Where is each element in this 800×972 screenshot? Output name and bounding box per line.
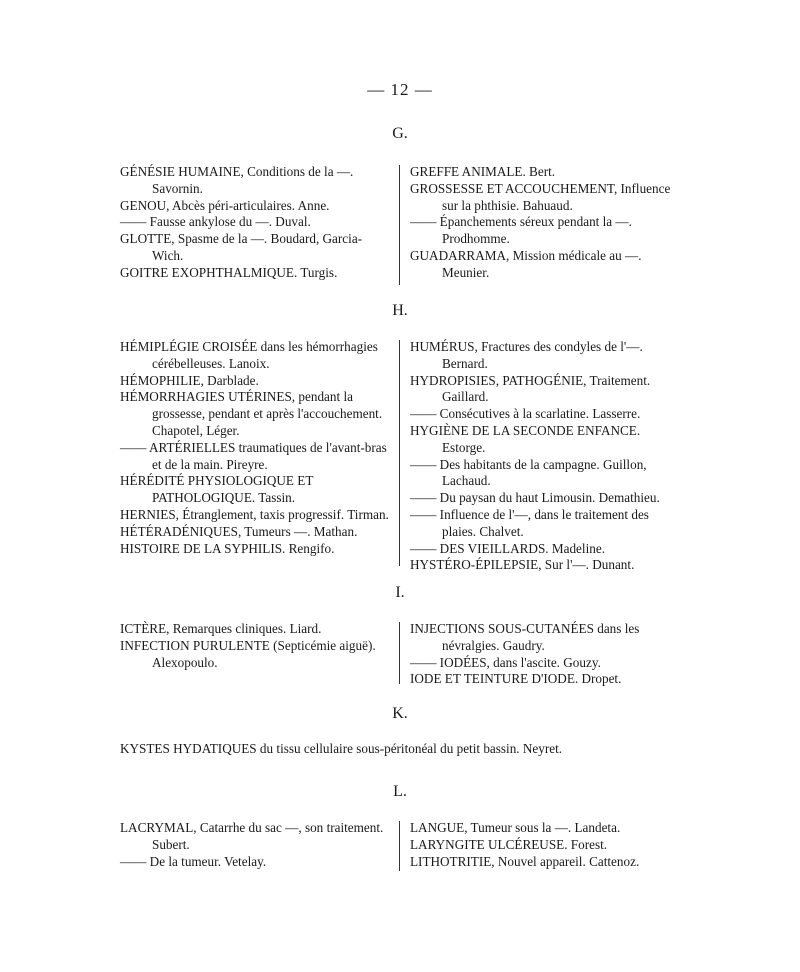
section-letter-g: G. <box>392 125 408 142</box>
index-entry: —— IODÉES, dans l'ascite. Gouzy. <box>410 654 601 670</box>
section-letter-i: I. <box>395 584 405 601</box>
column-divider <box>399 165 400 285</box>
section-g-right-column <box>410 164 685 282</box>
index-entry: KYSTES HYDATIQUES du tissu cellulaire sous-péritonéal du petit bassin. Neyret. <box>120 741 563 756</box>
index-entry: ICTÈRE, Remarques cliniques. Liard. <box>120 621 322 636</box>
index-entry: GREFFE ANIMALE. Bert. <box>410 164 556 179</box>
section-l-right-column <box>410 820 685 870</box>
index-entry: —— Des habitants de la campagne. Guillon, Lachaud. <box>410 456 647 489</box>
index-entry: HÉRÉDITÉ PHYSIOLOGIQUE ET PATHOLOGIQUE. Tassin. <box>120 473 314 506</box>
index-entry: LITHOTRITIE, Nouvel appareil. Cattenoz. <box>410 853 640 869</box>
index-entry: —— Du paysan du haut Limousin. Demathieu. <box>410 490 660 506</box>
index-entry: HYDROPISIES, PATHOGÉNIE, Traitement. Gaillard. <box>410 372 651 405</box>
index-entry: IODE ET TEINTURE D'IODE. Dropet. <box>410 671 622 687</box>
section-i-right-column <box>410 621 685 688</box>
index-entry: GROSSESSE ET ACCOUCHEMENT, Influence sur la phthisie. Bahuaud. <box>410 180 671 213</box>
column-divider <box>399 821 400 871</box>
index-entry: INFECTION PURULENTE (Septicémie aiguë). Alexopoulo. <box>120 637 376 670</box>
index-entry: GOITRE EXOPHTHALMIQUE. Turgis. <box>120 264 338 280</box>
section-h-right-column <box>410 339 685 574</box>
section-l-left-column <box>120 820 390 870</box>
index-entry: HÉMORRHAGIES UTÉRINES, pendant la grossesse, pendant et après l'accouchement. Chapotel, Léger. <box>120 389 383 438</box>
index-entry: —— Influence de l'—, dans le traitement des plaies. Chalvet. <box>410 506 649 539</box>
index-entry: HERNIES, Étranglement, taxis progressif. Tirman. <box>120 506 389 522</box>
index-entry: HYGIÈNE DE LA SECONDE ENFANCE. Estorge. <box>410 422 641 455</box>
index-entry: GÉNÉSIE HUMAINE, Conditions de la —. Savornin. <box>120 164 354 196</box>
index-entry: —— De la tumeur. Vetelay. <box>120 853 267 869</box>
index-entry: —— Fausse ankylose du —. Duval. <box>120 214 311 230</box>
index-entry: —— ARTÉRIELLES traumatiques de l'avant-bras et de la main. Pireyre. <box>120 439 387 472</box>
index-entry: LARYNGITE ULCÉREUSE. Forest. <box>410 836 608 852</box>
index-entry: HYSTÉRO-ÉPILEPSIE, Sur l'—. Dunant. <box>410 557 635 573</box>
index-entry: HUMÉRUS, Fractures des condyles de l'—. Bernard. <box>410 339 643 371</box>
column-divider <box>399 340 400 566</box>
index-entry: HISTOIRE DE LA SYPHILIS. Rengifo. <box>120 540 335 556</box>
index-entry: HÉMIPLÉGIE CROISÉE dans les hémorrhagies cérébelleuses. Lanoix. <box>120 339 378 371</box>
section-g-left-column <box>120 164 390 282</box>
index-entry: GLOTTE, Spasme de la —. Boudard, Garcia-Wich. <box>120 231 363 263</box>
index-entry: —— DES VIEILLARDS. Madeline. <box>410 540 605 556</box>
page-number: — 12 — <box>367 80 433 99</box>
section-i-left-column <box>120 621 390 671</box>
index-entry: INJECTIONS SOUS-CUTANÉES dans les névralgies. Gaudry. <box>410 621 640 653</box>
section-letter-h: H. <box>392 302 408 319</box>
column-divider <box>399 622 400 684</box>
section-letter-l: L. <box>393 783 407 800</box>
index-entry: —— Consécutives à la scarlatine. Lasserre. <box>410 406 641 422</box>
index-entry: —— Épanchements séreux pendant la —. Prodhomme. <box>410 214 632 247</box>
index-entry: LANGUE, Tumeur sous la —. Landeta. <box>410 820 621 835</box>
index-entry: GENOU, Abcès péri-articulaires. Anne. <box>120 197 330 213</box>
section-h-left-column <box>120 339 390 557</box>
section-k-column <box>120 741 700 758</box>
index-entry: LACRYMAL, Catarrhe du sac —, son traitement. Subert. <box>120 820 384 852</box>
index-entry: HÉMOPHILIE, Darblade. <box>120 372 259 388</box>
index-entry: GUADARRAMA, Mission médicale au —. Meunier. <box>410 247 642 280</box>
section-letter-k: K. <box>392 705 408 722</box>
index-entry: HÉTÉRADÉNIQUES, Tumeurs —. Mathan. <box>120 523 358 539</box>
